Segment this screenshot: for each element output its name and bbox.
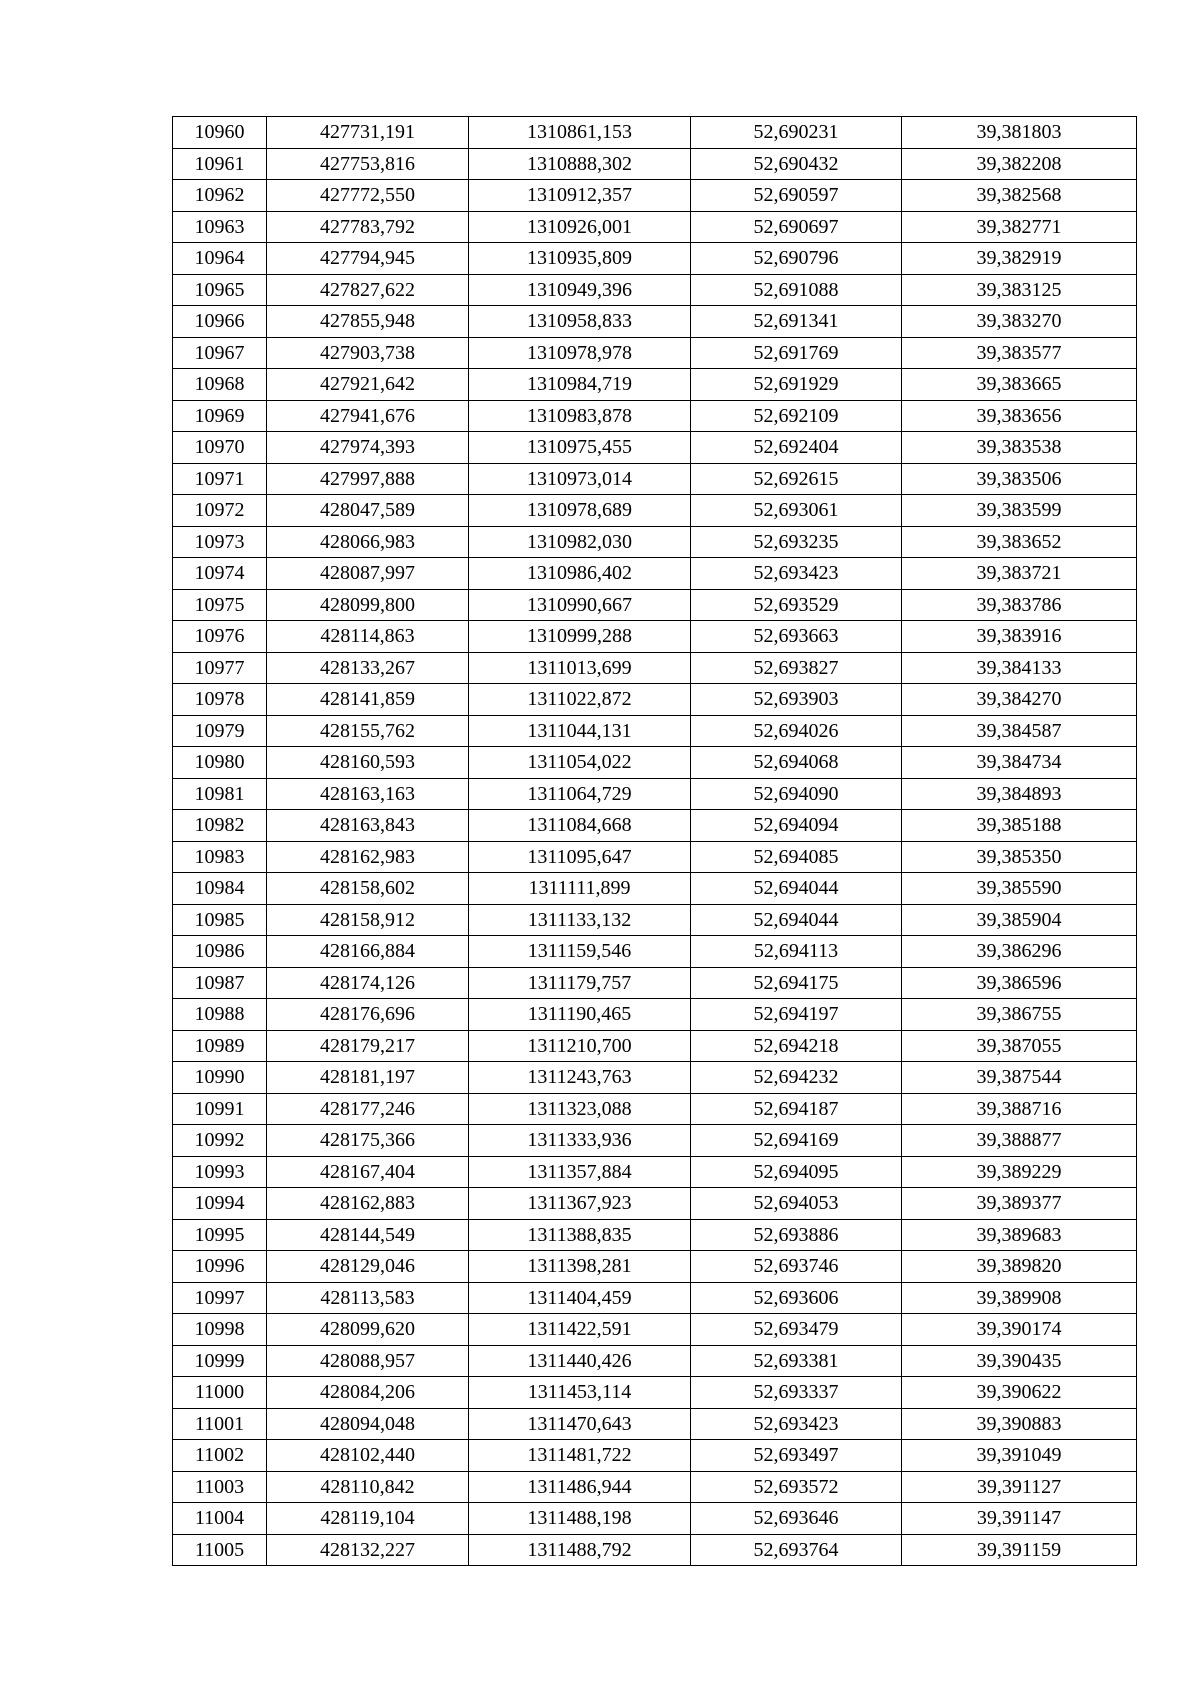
y-coordinate-cell: 1311013,699: [469, 652, 691, 684]
y-coordinate-cell: 1311470,643: [469, 1408, 691, 1440]
latitude-cell: 52,694053: [691, 1188, 902, 1220]
table-row: [173, 148, 1137, 180]
table-row: [173, 1503, 1137, 1535]
longitude-cell: 39,391049: [902, 1440, 1137, 1472]
longitude-cell: 39,391159: [902, 1534, 1137, 1566]
x-coordinate-cell: 427783,792: [267, 211, 469, 243]
y-coordinate-cell: 1310984,719: [469, 369, 691, 401]
x-coordinate-cell: 428047,589: [267, 495, 469, 527]
longitude-cell: 39,386296: [902, 936, 1137, 968]
longitude-cell: 39,388877: [902, 1125, 1137, 1157]
table-row: [173, 1314, 1137, 1346]
y-coordinate-cell: 1311357,884: [469, 1156, 691, 1188]
point-number-cell: 10964: [173, 243, 267, 275]
latitude-cell: 52,693606: [691, 1282, 902, 1314]
x-coordinate-cell: 428088,957: [267, 1345, 469, 1377]
latitude-cell: 52,693903: [691, 684, 902, 716]
table-row: [173, 558, 1137, 590]
x-coordinate-cell: 428094,048: [267, 1408, 469, 1440]
latitude-cell: 52,694094: [691, 810, 902, 842]
x-coordinate-cell: 428144,549: [267, 1219, 469, 1251]
y-coordinate-cell: 1311084,668: [469, 810, 691, 842]
latitude-cell: 52,690597: [691, 180, 902, 212]
point-number-cell: 10987: [173, 967, 267, 999]
longitude-cell: 39,384893: [902, 778, 1137, 810]
x-coordinate-cell: 427855,948: [267, 306, 469, 338]
x-coordinate-cell: 428162,883: [267, 1188, 469, 1220]
point-number-cell: 10965: [173, 274, 267, 306]
table-row: [173, 526, 1137, 558]
y-coordinate-cell: 1311367,923: [469, 1188, 691, 1220]
longitude-cell: 39,390622: [902, 1377, 1137, 1409]
y-coordinate-cell: 1311179,757: [469, 967, 691, 999]
x-coordinate-cell: 427941,676: [267, 400, 469, 432]
longitude-cell: 39,390883: [902, 1408, 1137, 1440]
point-number-cell: 11002: [173, 1440, 267, 1472]
table-row: [173, 180, 1137, 212]
latitude-cell: 52,694044: [691, 904, 902, 936]
x-coordinate-cell: 428119,104: [267, 1503, 469, 1535]
table-row: [173, 432, 1137, 464]
longitude-cell: 39,389683: [902, 1219, 1137, 1251]
point-number-cell: 11001: [173, 1408, 267, 1440]
point-number-cell: 10961: [173, 148, 267, 180]
x-coordinate-cell: 428163,843: [267, 810, 469, 842]
point-number-cell: 10991: [173, 1093, 267, 1125]
point-number-cell: 10968: [173, 369, 267, 401]
table-row: [173, 1062, 1137, 1094]
table-row: [173, 337, 1137, 369]
longitude-cell: 39,383652: [902, 526, 1137, 558]
longitude-cell: 39,383786: [902, 589, 1137, 621]
point-number-cell: 10978: [173, 684, 267, 716]
table-row: [173, 1345, 1137, 1377]
table-row: [173, 274, 1137, 306]
latitude-cell: 52,690231: [691, 117, 902, 149]
table-row: [173, 400, 1137, 432]
y-coordinate-cell: 1311453,114: [469, 1377, 691, 1409]
y-coordinate-cell: 1311488,198: [469, 1503, 691, 1535]
y-coordinate-cell: 1310888,302: [469, 148, 691, 180]
coordinates-table: [172, 116, 1137, 1566]
table-row: [173, 684, 1137, 716]
point-number-cell: 10967: [173, 337, 267, 369]
x-coordinate-cell: 427903,738: [267, 337, 469, 369]
x-coordinate-cell: 428129,046: [267, 1251, 469, 1283]
latitude-cell: 52,693663: [691, 621, 902, 653]
x-coordinate-cell: 428179,217: [267, 1030, 469, 1062]
latitude-cell: 52,693235: [691, 526, 902, 558]
longitude-cell: 39,391147: [902, 1503, 1137, 1535]
x-coordinate-cell: 427974,393: [267, 432, 469, 464]
table-row: [173, 1408, 1137, 1440]
latitude-cell: 52,691769: [691, 337, 902, 369]
y-coordinate-cell: 1310990,667: [469, 589, 691, 621]
point-number-cell: 10988: [173, 999, 267, 1031]
latitude-cell: 52,692404: [691, 432, 902, 464]
x-coordinate-cell: 428141,859: [267, 684, 469, 716]
latitude-cell: 52,694095: [691, 1156, 902, 1188]
latitude-cell: 52,694068: [691, 747, 902, 779]
point-number-cell: 10995: [173, 1219, 267, 1251]
x-coordinate-cell: 428163,163: [267, 778, 469, 810]
longitude-cell: 39,382919: [902, 243, 1137, 275]
table-row: [173, 589, 1137, 621]
y-coordinate-cell: 1310975,455: [469, 432, 691, 464]
longitude-cell: 39,382568: [902, 180, 1137, 212]
point-number-cell: 10996: [173, 1251, 267, 1283]
point-number-cell: 10986: [173, 936, 267, 968]
latitude-cell: 52,694218: [691, 1030, 902, 1062]
longitude-cell: 39,384734: [902, 747, 1137, 779]
longitude-cell: 39,383599: [902, 495, 1137, 527]
point-number-cell: 10966: [173, 306, 267, 338]
y-coordinate-cell: 1311398,281: [469, 1251, 691, 1283]
longitude-cell: 39,390435: [902, 1345, 1137, 1377]
longitude-cell: 39,387544: [902, 1062, 1137, 1094]
y-coordinate-cell: 1310973,014: [469, 463, 691, 495]
table-row: [173, 873, 1137, 905]
latitude-cell: 52,691929: [691, 369, 902, 401]
x-coordinate-cell: 427794,945: [267, 243, 469, 275]
latitude-cell: 52,694113: [691, 936, 902, 968]
table-row: [173, 652, 1137, 684]
longitude-cell: 39,389377: [902, 1188, 1137, 1220]
x-coordinate-cell: 427997,888: [267, 463, 469, 495]
table-row: [173, 747, 1137, 779]
latitude-cell: 52,692109: [691, 400, 902, 432]
point-number-cell: 10962: [173, 180, 267, 212]
table-row: [173, 1471, 1137, 1503]
y-coordinate-cell: 1311422,591: [469, 1314, 691, 1346]
x-coordinate-cell: 428087,997: [267, 558, 469, 590]
point-number-cell: 10974: [173, 558, 267, 590]
x-coordinate-cell: 428114,863: [267, 621, 469, 653]
point-number-cell: 10977: [173, 652, 267, 684]
point-number-cell: 10998: [173, 1314, 267, 1346]
latitude-cell: 52,692615: [691, 463, 902, 495]
point-number-cell: 10983: [173, 841, 267, 873]
table-row: [173, 1125, 1137, 1157]
x-coordinate-cell: 428166,884: [267, 936, 469, 968]
x-coordinate-cell: 428084,206: [267, 1377, 469, 1409]
x-coordinate-cell: 428174,126: [267, 967, 469, 999]
point-number-cell: 10975: [173, 589, 267, 621]
y-coordinate-cell: 1310935,809: [469, 243, 691, 275]
latitude-cell: 52,693646: [691, 1503, 902, 1535]
x-coordinate-cell: 428155,762: [267, 715, 469, 747]
y-coordinate-cell: 1310986,402: [469, 558, 691, 590]
x-coordinate-cell: 427731,191: [267, 117, 469, 149]
table-row: [173, 1030, 1137, 1062]
x-coordinate-cell: 427827,622: [267, 274, 469, 306]
latitude-cell: 52,694044: [691, 873, 902, 905]
point-number-cell: 10970: [173, 432, 267, 464]
x-coordinate-cell: 428113,583: [267, 1282, 469, 1314]
longitude-cell: 39,384587: [902, 715, 1137, 747]
y-coordinate-cell: 1311323,088: [469, 1093, 691, 1125]
table-row: [173, 1093, 1137, 1125]
y-coordinate-cell: 1311210,700: [469, 1030, 691, 1062]
point-number-cell: 10963: [173, 211, 267, 243]
point-number-cell: 10971: [173, 463, 267, 495]
y-coordinate-cell: 1310926,001: [469, 211, 691, 243]
y-coordinate-cell: 1311481,722: [469, 1440, 691, 1472]
longitude-cell: 39,382771: [902, 211, 1137, 243]
table-row: [173, 243, 1137, 275]
longitude-cell: 39,388716: [902, 1093, 1137, 1125]
point-number-cell: 10972: [173, 495, 267, 527]
y-coordinate-cell: 1311133,132: [469, 904, 691, 936]
longitude-cell: 39,391127: [902, 1471, 1137, 1503]
y-coordinate-cell: 1310982,030: [469, 526, 691, 558]
latitude-cell: 52,690432: [691, 148, 902, 180]
y-coordinate-cell: 1311064,729: [469, 778, 691, 810]
latitude-cell: 52,694085: [691, 841, 902, 873]
point-number-cell: 10989: [173, 1030, 267, 1062]
longitude-cell: 39,390174: [902, 1314, 1137, 1346]
y-coordinate-cell: 1310861,153: [469, 117, 691, 149]
table-row: [173, 810, 1137, 842]
y-coordinate-cell: 1311022,872: [469, 684, 691, 716]
longitude-cell: 39,385590: [902, 873, 1137, 905]
table-row: [173, 306, 1137, 338]
longitude-cell: 39,383665: [902, 369, 1137, 401]
latitude-cell: 52,693529: [691, 589, 902, 621]
point-number-cell: 10990: [173, 1062, 267, 1094]
point-number-cell: 10981: [173, 778, 267, 810]
table-row: [173, 1534, 1137, 1566]
y-coordinate-cell: 1311488,792: [469, 1534, 691, 1566]
longitude-cell: 39,383721: [902, 558, 1137, 590]
latitude-cell: 52,693423: [691, 1408, 902, 1440]
x-coordinate-cell: 427921,642: [267, 369, 469, 401]
table-row: [173, 1219, 1137, 1251]
latitude-cell: 52,693423: [691, 558, 902, 590]
latitude-cell: 52,693572: [691, 1471, 902, 1503]
x-coordinate-cell: 428181,197: [267, 1062, 469, 1094]
y-coordinate-cell: 1311333,936: [469, 1125, 691, 1157]
longitude-cell: 39,389229: [902, 1156, 1137, 1188]
longitude-cell: 39,389820: [902, 1251, 1137, 1283]
point-number-cell: 10984: [173, 873, 267, 905]
table-row: [173, 1440, 1137, 1472]
point-number-cell: 11000: [173, 1377, 267, 1409]
latitude-cell: 52,693764: [691, 1534, 902, 1566]
point-number-cell: 10960: [173, 117, 267, 149]
table-row: [173, 1377, 1137, 1409]
x-coordinate-cell: 427753,816: [267, 148, 469, 180]
table-row: [173, 936, 1137, 968]
y-coordinate-cell: 1310999,288: [469, 621, 691, 653]
table-row: [173, 463, 1137, 495]
y-coordinate-cell: 1311440,426: [469, 1345, 691, 1377]
point-number-cell: 10997: [173, 1282, 267, 1314]
x-coordinate-cell: 428099,620: [267, 1314, 469, 1346]
y-coordinate-cell: 1310958,833: [469, 306, 691, 338]
point-number-cell: 11005: [173, 1534, 267, 1566]
latitude-cell: 52,694197: [691, 999, 902, 1031]
point-number-cell: 11004: [173, 1503, 267, 1535]
y-coordinate-cell: 1310983,878: [469, 400, 691, 432]
table-row: [173, 778, 1137, 810]
x-coordinate-cell: 428158,912: [267, 904, 469, 936]
latitude-cell: 52,690697: [691, 211, 902, 243]
y-coordinate-cell: 1311159,546: [469, 936, 691, 968]
y-coordinate-cell: 1311190,465: [469, 999, 691, 1031]
x-coordinate-cell: 428160,593: [267, 747, 469, 779]
x-coordinate-cell: 428162,983: [267, 841, 469, 873]
latitude-cell: 52,693497: [691, 1440, 902, 1472]
longitude-cell: 39,383506: [902, 463, 1137, 495]
latitude-cell: 52,694175: [691, 967, 902, 999]
table-row: [173, 1282, 1137, 1314]
y-coordinate-cell: 1311388,835: [469, 1219, 691, 1251]
x-coordinate-cell: 428099,800: [267, 589, 469, 621]
longitude-cell: 39,386596: [902, 967, 1137, 999]
longitude-cell: 39,385188: [902, 810, 1137, 842]
table-row: [173, 715, 1137, 747]
y-coordinate-cell: 1310949,396: [469, 274, 691, 306]
y-coordinate-cell: 1310978,689: [469, 495, 691, 527]
longitude-cell: 39,384270: [902, 684, 1137, 716]
x-coordinate-cell: 428177,246: [267, 1093, 469, 1125]
coordinates-table-body: [173, 117, 1137, 1566]
table-row: [173, 211, 1137, 243]
latitude-cell: 52,694090: [691, 778, 902, 810]
latitude-cell: 52,690796: [691, 243, 902, 275]
x-coordinate-cell: 428167,404: [267, 1156, 469, 1188]
latitude-cell: 52,693827: [691, 652, 902, 684]
x-coordinate-cell: 427772,550: [267, 180, 469, 212]
point-number-cell: 10993: [173, 1156, 267, 1188]
longitude-cell: 39,387055: [902, 1030, 1137, 1062]
point-number-cell: 10980: [173, 747, 267, 779]
point-number-cell: 10999: [173, 1345, 267, 1377]
point-number-cell: 10979: [173, 715, 267, 747]
x-coordinate-cell: 428133,267: [267, 652, 469, 684]
longitude-cell: 39,386755: [902, 999, 1137, 1031]
point-number-cell: 10982: [173, 810, 267, 842]
y-coordinate-cell: 1311054,022: [469, 747, 691, 779]
table-row: [173, 904, 1137, 936]
longitude-cell: 39,383656: [902, 400, 1137, 432]
table-row: [173, 967, 1137, 999]
x-coordinate-cell: 428176,696: [267, 999, 469, 1031]
longitude-cell: 39,385350: [902, 841, 1137, 873]
table-row: [173, 495, 1137, 527]
table-row: [173, 1251, 1137, 1283]
table-row: [173, 117, 1137, 149]
y-coordinate-cell: 1311486,944: [469, 1471, 691, 1503]
latitude-cell: 52,694232: [691, 1062, 902, 1094]
table-row: [173, 369, 1137, 401]
latitude-cell: 52,693337: [691, 1377, 902, 1409]
point-number-cell: 10994: [173, 1188, 267, 1220]
latitude-cell: 52,694026: [691, 715, 902, 747]
point-number-cell: 10976: [173, 621, 267, 653]
y-coordinate-cell: 1310978,978: [469, 337, 691, 369]
point-number-cell: 10985: [173, 904, 267, 936]
x-coordinate-cell: 428110,842: [267, 1471, 469, 1503]
latitude-cell: 52,693886: [691, 1219, 902, 1251]
y-coordinate-cell: 1311095,647: [469, 841, 691, 873]
x-coordinate-cell: 428066,983: [267, 526, 469, 558]
latitude-cell: 52,691088: [691, 274, 902, 306]
longitude-cell: 39,385904: [902, 904, 1137, 936]
y-coordinate-cell: 1311243,763: [469, 1062, 691, 1094]
table-row: [173, 1156, 1137, 1188]
x-coordinate-cell: 428132,227: [267, 1534, 469, 1566]
x-coordinate-cell: 428175,366: [267, 1125, 469, 1157]
x-coordinate-cell: 428102,440: [267, 1440, 469, 1472]
table-row: [173, 999, 1137, 1031]
point-number-cell: 10992: [173, 1125, 267, 1157]
latitude-cell: 52,693061: [691, 495, 902, 527]
latitude-cell: 52,693479: [691, 1314, 902, 1346]
point-number-cell: 10973: [173, 526, 267, 558]
longitude-cell: 39,381803: [902, 117, 1137, 149]
table-row: [173, 621, 1137, 653]
longitude-cell: 39,383538: [902, 432, 1137, 464]
longitude-cell: 39,382208: [902, 148, 1137, 180]
latitude-cell: 52,693381: [691, 1345, 902, 1377]
longitude-cell: 39,384133: [902, 652, 1137, 684]
longitude-cell: 39,383270: [902, 306, 1137, 338]
longitude-cell: 39,389908: [902, 1282, 1137, 1314]
longitude-cell: 39,383577: [902, 337, 1137, 369]
y-coordinate-cell: 1311111,899: [469, 873, 691, 905]
latitude-cell: 52,691341: [691, 306, 902, 338]
latitude-cell: 52,694169: [691, 1125, 902, 1157]
latitude-cell: 52,693746: [691, 1251, 902, 1283]
point-number-cell: 11003: [173, 1471, 267, 1503]
latitude-cell: 52,694187: [691, 1093, 902, 1125]
table-row: [173, 841, 1137, 873]
y-coordinate-cell: 1311044,131: [469, 715, 691, 747]
point-number-cell: 10969: [173, 400, 267, 432]
table-row: [173, 1188, 1137, 1220]
y-coordinate-cell: 1310912,357: [469, 180, 691, 212]
longitude-cell: 39,383916: [902, 621, 1137, 653]
x-coordinate-cell: 428158,602: [267, 873, 469, 905]
y-coordinate-cell: 1311404,459: [469, 1282, 691, 1314]
longitude-cell: 39,383125: [902, 274, 1137, 306]
